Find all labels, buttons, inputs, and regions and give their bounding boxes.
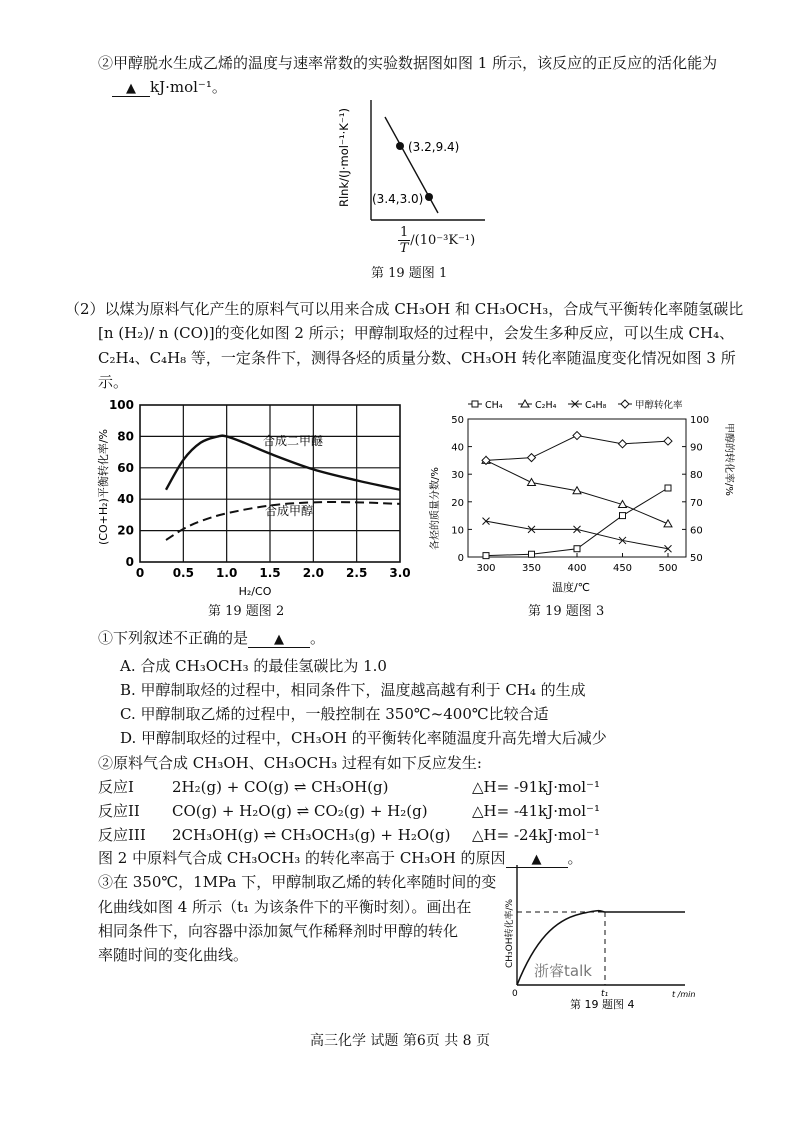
fig2-ytick: 40	[117, 492, 134, 507]
fig3-legend-marker	[472, 401, 478, 407]
fig2-ytick: 100	[108, 398, 134, 412]
figure-3-chart	[428, 395, 738, 595]
choice-option-b: B. 甲醇制取烃的过程中，相同条件下，温度越高越有利于 CH₄ 的生成	[120, 681, 586, 699]
q2-line4: 示。	[98, 373, 129, 391]
fig4-ylabel: CH₃OH转化率/%	[505, 898, 515, 968]
choice-option-a: A. 合成 CH₃OCH₃ 的最佳氢碳比为 1.0	[120, 657, 387, 675]
reaction-1	[98, 776, 600, 797]
fig4-t1: t₁	[601, 989, 609, 999]
choice-stem-line	[98, 627, 325, 648]
fig3-ytick-right: 70	[690, 497, 703, 509]
fig3-point-0	[620, 513, 626, 519]
fig2-ytick: 20	[117, 523, 134, 538]
fig1-xlabel-num: 1	[400, 225, 409, 240]
figure-2-chart	[95, 395, 415, 600]
curve-question-line3: 相同条件下，向容器中添加氮气作稀释剂时甲醇的转化	[98, 922, 459, 940]
activation-unit: kJ·mol⁻¹。	[150, 78, 227, 96]
reaction-2	[98, 800, 600, 821]
fig3-ytick-left: 30	[451, 470, 464, 482]
fig3-ylabel-left: 各烃的质量分数/%	[430, 467, 441, 550]
fig3-xtick: 400	[567, 563, 587, 574]
fig3-legend-marker	[621, 400, 629, 408]
fig3-ytick-right: 80	[690, 470, 703, 482]
fig1-point-1	[396, 142, 404, 150]
reaction-1-eq: 2H₂(g) + CO(g) ⇌ CH₃OH(g)	[172, 778, 389, 796]
fig3-legend-label: CH₄	[485, 400, 503, 411]
fig3-xtick: 500	[658, 563, 678, 574]
fig2-xtick: 1.0	[216, 566, 238, 580]
fig3-ytick-left: 20	[451, 497, 464, 509]
page-footer: 高三化学 试题 第6页 共 8 页	[309, 1033, 491, 1049]
choice-option-d: D. 甲醇制取烃的过程中，CH₃OH 的平衡转化率随温度升高先增大后减少	[120, 729, 607, 747]
fig2-xtick: 1.5	[259, 566, 281, 580]
fig1-xlabel	[398, 225, 475, 256]
fig1-ylabel: Rlnk/(J·mol⁻¹·K⁻¹)	[337, 107, 351, 207]
fig3-ytick-left: 0	[457, 553, 464, 564]
choice-option-c: C. 甲醇制取乙烯的过程中，一般控制在 350℃~400℃比较合适	[120, 705, 549, 723]
fig3-legend	[468, 399, 683, 411]
curve-question-line1: ③在 350℃，1MPa 下，甲醇制取乙烯的转化率随时间的变	[98, 873, 497, 891]
fig3-ytick-left: 50	[451, 415, 464, 426]
curve-question-line4: 率随时间的变化曲线。	[98, 946, 249, 964]
fig3-ytick-right: 50	[690, 553, 703, 564]
answer-blank: ▲	[248, 632, 310, 648]
fig3-point-3	[664, 437, 672, 445]
answer-blank: ▲	[506, 852, 568, 868]
fig2-xtick: 3.0	[389, 566, 411, 580]
fig3-ylabel-right: 甲醇的转化率/%	[723, 423, 734, 496]
reactions-question-end: 。	[567, 849, 583, 867]
fig3-caption: 第 19 题图 3	[528, 604, 605, 619]
figure-4-chart	[500, 860, 695, 1010]
fig3-ytick-right: 100	[690, 415, 710, 426]
fig1-point-2	[425, 193, 433, 201]
fig4-origin: 0	[512, 989, 518, 999]
fig3-point-1	[664, 520, 672, 527]
fig1-point-1-label: (3.2,9.4)	[408, 140, 460, 154]
q2-line3: C₂H₄、C₄H₈ 等，一定条件下，测得各烃的质量分数、CH₃OH 转化率随温度变化情况如图 3 所	[98, 349, 736, 367]
q2-line2: [n (H₂)/ n (CO)]的变化如图 2 所示；甲醇制取烃的过程中，会发生多种反应，可以生成 CH₄、	[98, 324, 735, 342]
fig4-xlabel: t /min	[672, 990, 695, 999]
activation-question-line1: ②甲醇脱水生成乙烯的温度与速率常数的实验数据图如图 1 所示，该反应的正反应的活化能为	[98, 54, 718, 72]
fig3-point-1	[528, 478, 536, 485]
fig2-xlabel: H₂/CO	[238, 585, 272, 598]
reaction-2-eq: CO(g) + H₂O(g) ⇌ CO₂(g) + H₂(g)	[172, 802, 428, 820]
fig2-xtick: 2.0	[302, 566, 324, 580]
fig4-caption: 第 19 题图 4	[570, 998, 635, 1010]
fig2-label-dme: 合成二甲醚	[263, 434, 324, 448]
fig2-xtick: 0	[135, 566, 145, 580]
fig2-xtick: 2.5	[346, 566, 368, 580]
reaction-2-name: 反应II	[98, 802, 140, 820]
fig2-ytick: 0	[125, 555, 134, 569]
reactions-intro: ②原料气合成 CH₃OH、CH₃OCH₃ 过程有如下反应发生:	[98, 754, 482, 772]
fig3-ytick-left: 40	[451, 442, 464, 454]
activation-answer-line	[112, 76, 227, 97]
reaction-2-dh: △H= -41kJ·mol⁻¹	[472, 802, 600, 820]
curve-question-line2: 化曲线如图 4 所示（t₁ 为该条件下的平衡时刻）。画出在	[98, 898, 472, 916]
fig3-point-3	[573, 432, 581, 440]
choice-stem: ①下列叙述不正确的是	[98, 629, 249, 647]
reaction-3-eq: 2CH₃OH(g) ⇌ CH₃OCH₃(g) + H₂O(g)	[172, 826, 451, 844]
fig3-ytick-left: 10	[451, 525, 464, 537]
fig2-xtick: 0.5	[172, 566, 194, 580]
fig3-legend-label: C₄H₈	[585, 400, 607, 411]
fig1-point-2-label: (3.4,3.0)	[372, 192, 424, 206]
fig3-point-3	[528, 454, 536, 462]
fig3-series-line-2	[486, 521, 668, 549]
fig3-legend-label: 甲醇转化率	[635, 400, 683, 411]
fig2-caption: 第 19 题图 2	[208, 604, 285, 619]
fig1-xlabel-den: T	[399, 241, 409, 256]
fig4-watermark: 浙睿talk	[534, 962, 592, 980]
fig3-point-0	[574, 546, 580, 552]
fig3-point-3	[619, 440, 627, 448]
reactions-question: 图 2 中原料气合成 CH₃OCH₃ 的转化率高于 CH₃OH 的原因	[98, 849, 506, 867]
fig3-point-0	[665, 485, 671, 491]
fig2-ylabel: (CO+H₂)平衡转化率/%	[97, 429, 110, 545]
fig3-xtick: 300	[476, 563, 496, 574]
fig1-xlabel-unit: /(10⁻³K⁻¹)	[410, 233, 476, 248]
reaction-1-name: 反应I	[98, 778, 134, 796]
fig3-point-0	[529, 551, 535, 557]
fig2-ytick: 80	[117, 429, 134, 444]
fig1-caption: 第 19 题图 1	[371, 266, 448, 281]
fig3-legend-label: C₂H₄	[535, 400, 557, 411]
reaction-1-dh: △H= -91kJ·mol⁻¹	[472, 778, 600, 796]
fig3-point-0	[483, 553, 489, 559]
fig3-xtick: 350	[521, 563, 542, 574]
reaction-3-name: 反应III	[98, 826, 146, 844]
q2-line1: （2）以煤为原料气化产生的原料气可以用来合成 CH₃OH 和 CH₃OCH₃，合成气平衡转化率随氢碳比	[65, 300, 744, 318]
fig2-label-meoh: 合成甲醇	[265, 504, 314, 518]
fig2-ytick: 60	[117, 460, 134, 475]
choice-stem-end: 。	[310, 629, 326, 647]
fig3-xlabel: 温度/℃	[551, 581, 591, 594]
fig3-ytick-right: 90	[690, 442, 703, 454]
reaction-3-dh: △H= -24kJ·mol⁻¹	[472, 826, 600, 844]
reaction-3	[98, 824, 600, 845]
answer-blank: ▲	[112, 81, 150, 97]
fig3-ytick-right: 60	[690, 525, 703, 537]
fig3-xtick: 450	[612, 563, 633, 574]
